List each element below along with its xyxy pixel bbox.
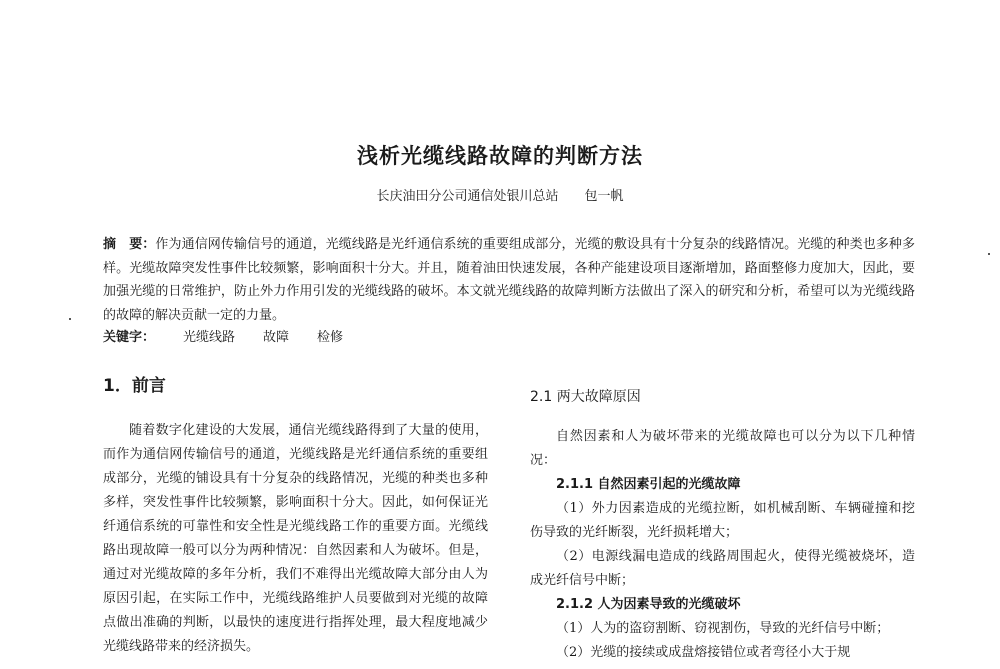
section-2-1-1-heading: 2.1.1 自然因素引起的光缆故障 [556,477,741,492]
section-2-1-heading: 2.1 两大故障原因 [530,389,641,405]
section-1-heading: 1．前言 [103,376,166,396]
list-item: （2）电源线漏电造成的线路周围起火，使得光缆被烧坏，造成光纤信号中断； [530,549,915,588]
section-2-1-2-heading: 2.1.2 人为因素导致的光缆破坏 [556,597,741,612]
paper-title: 浅析光缆线路故障的判断方法 [357,144,643,168]
affiliation: 长庆油田分公司通信处银川总站 [376,189,559,204]
list-item: （1）外力因素造成的光缆拉断，如机械刮断、车辆碰撞和挖伤导致的光纤断裂，光纤损耗增大； [530,501,915,540]
right-column [530,425,915,665]
keyword: 检修 [317,330,344,345]
scan-speck [988,253,990,255]
abstract-text: 作为通信网传输信号的通道，光缆线路是光纤通信系统的重要组成部分，光缆的敷设具有十分复杂的线路情况。光缆的种类也多种多样。光缆故障突发性事件比较频繁，影响面积十分大。并且，随着油田快速发展，各种产能建设项目逐渐增加，路面整修力度加大，因此，要加强光缆的日常维护，防止外力作用引发的光缆线路的破坏。本文就光缆线路的故障判断方法做出了深入的研究和分析，希望可以为光缆线路的故障的解决贡献一定的力量。 [103,237,915,323]
byline [0,185,1000,204]
keyword: 故障 [263,330,290,345]
keywords [103,326,343,345]
abstract [103,233,915,327]
keywords-label: 关键字： [103,330,156,345]
author: 包一帆 [584,189,624,204]
list-item: （2）光缆的接续或成盘熔接错位或者弯径小大于规 [556,645,851,660]
scan-speck [69,318,71,320]
list-item: （1）人为的盗窃割断、窃视割伤，导致的光纤信号中断； [556,621,890,636]
abstract-label: 摘 要： [103,237,156,252]
section-1-body: 随着数字化建设的大发展，通信光缆线路得到了大量的使用，而作为通信网传输信号的通道，光缆线路是光纤通信系统的重要组成部分，光缆的铺设具有十分复杂的线路情况，光缆的种类也多种多样，突发性事件比较频繁，影响面积十分大。因此，如何保证光纤通信系统的可靠性和安全性是光缆线路工作的重要方面。光缆线路出现故障一般可以分为两种情况：自然因素和人为破坏。但是，通过对光缆故障的多年分析，我们不难得出光缆故障大部分由人为原因引起，在实际工作中，光缆线路维护人员要做到对光缆的故障点做出准确的判断，以最快的速度进行指挥处理，最大程度地减少光缆线路带来的经济损失。 [103,423,488,654]
keyword: 光缆线路 [183,330,236,345]
section-2-1-intro: 自然因素和人为破坏带来的光缆故障也可以分为以下几种情况： [530,429,915,468]
